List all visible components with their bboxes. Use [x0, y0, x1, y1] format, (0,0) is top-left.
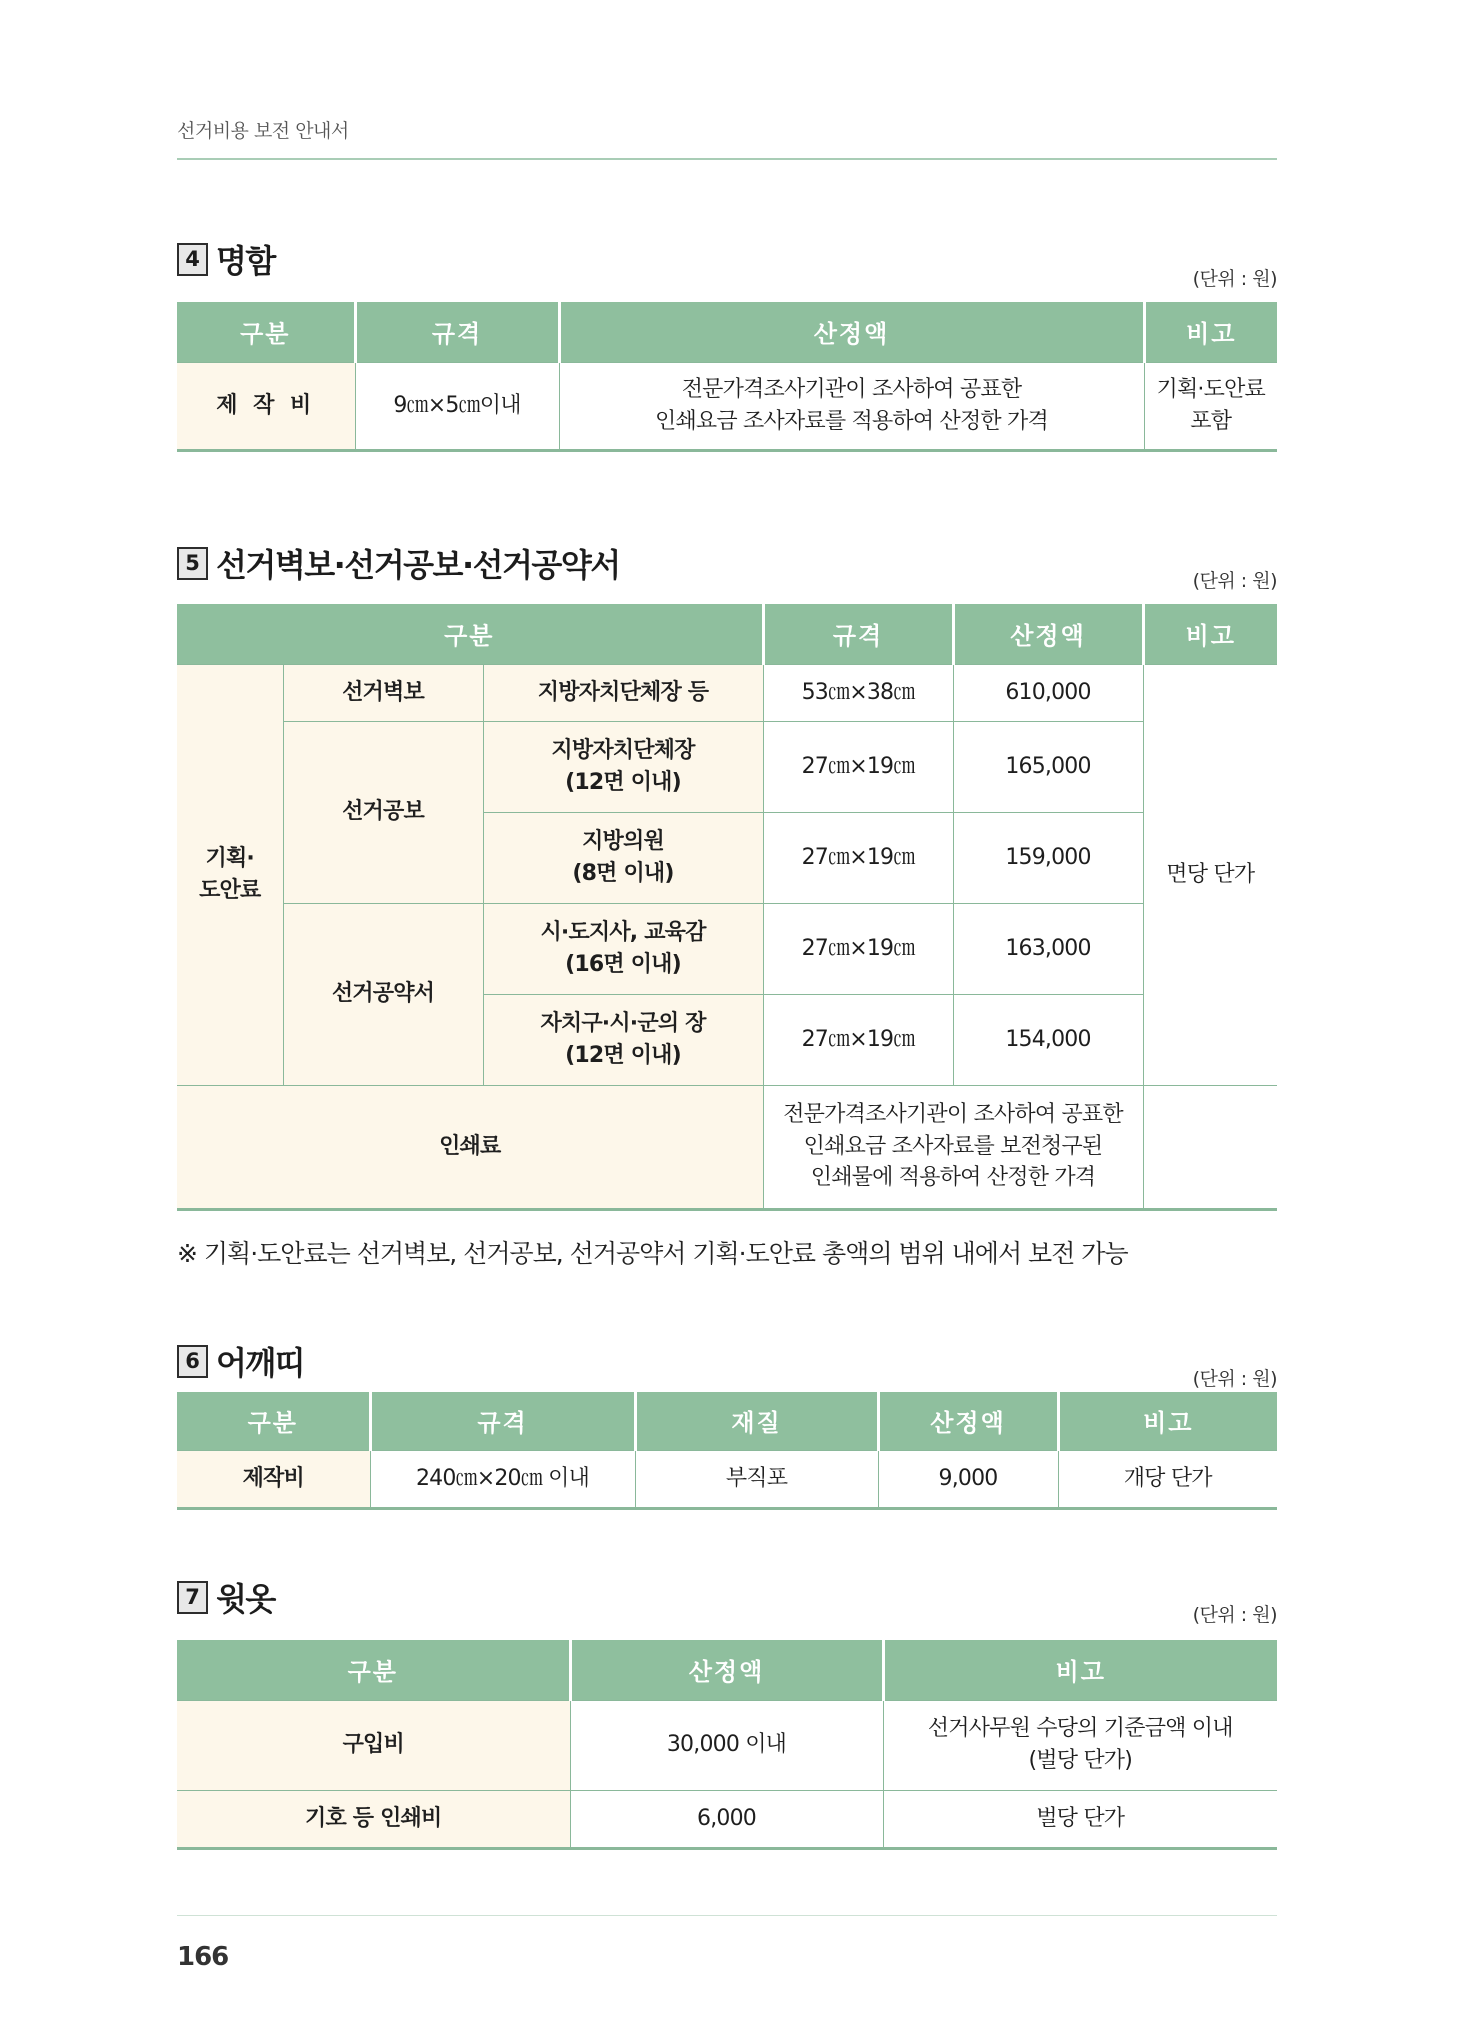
- row-remark: [883, 1700, 1277, 1790]
- section-title-text: 선거벽보·선거공보·선거공약서: [216, 546, 620, 584]
- section-number: 6: [177, 1345, 208, 1378]
- row-category: 구입비: [177, 1700, 570, 1790]
- col-header-category: 구분: [177, 1392, 370, 1450]
- row-spec: 240㎝×20㎝ 이내: [370, 1450, 635, 1508]
- section-title: [177, 1338, 1277, 1384]
- row-type: 선거공보: [283, 721, 483, 903]
- table-row: [177, 664, 1277, 721]
- row-amount: 165,000: [953, 721, 1143, 812]
- row-spec: 27㎝×19㎝: [763, 812, 953, 903]
- table-row: [177, 1700, 1277, 1790]
- amount-line: 전문가격조사기관이 조사하여 공표한: [783, 1101, 1123, 1127]
- row-spec: 53㎝×38㎝: [763, 664, 953, 721]
- row-type: 선거벽보: [283, 664, 483, 721]
- row-category: 기호 등 인쇄비: [177, 1790, 570, 1848]
- group-label-line: 도안료: [199, 877, 261, 903]
- table-row: [177, 903, 1277, 994]
- sash-table: [177, 1392, 1277, 1510]
- col-header-category: 구분: [177, 302, 355, 362]
- col-header-category: 구분: [177, 604, 763, 664]
- col-header-remark: 비고: [1144, 302, 1277, 362]
- section-title: [177, 540, 1277, 586]
- row-remark: [1144, 362, 1277, 450]
- section-sash: [177, 1338, 1277, 1491]
- col-header-material: 재질: [635, 1392, 878, 1450]
- col-header-amount: 산정액: [878, 1392, 1058, 1450]
- unit-label: (단위 : 원): [1192, 268, 1277, 290]
- row-type: 선거공약서: [283, 903, 483, 1085]
- printing-label: 인쇄료: [177, 1085, 763, 1209]
- row-category: 제 작 비: [177, 362, 355, 450]
- row-spec: 9㎝×5㎝이내: [355, 362, 559, 450]
- col-header-spec: 규격: [355, 302, 559, 362]
- unit-label: (단위 : 원): [1192, 1604, 1277, 1626]
- row-amount: 610,000: [953, 664, 1143, 721]
- col-header-category: 구분: [177, 1640, 570, 1700]
- row-remark: 개당 단가: [1058, 1450, 1277, 1508]
- col-header-amount: 산정액: [953, 604, 1143, 664]
- footnote: ※ 기획·도안료는 선거벽보, 선거공보, 선거공약서 기획·도안료 총액의 범위 내에서 보전 가능: [177, 1239, 1128, 1268]
- row-amount: 6,000: [570, 1790, 883, 1848]
- section-election-posters: [177, 540, 1277, 1268]
- row-amount: 154,000: [953, 994, 1143, 1085]
- running-header: 선거비용 보전 안내서: [177, 120, 349, 142]
- row-material: 부직포: [635, 1450, 878, 1508]
- col-header-spec: 규격: [370, 1392, 635, 1450]
- target-line: (16면 이내): [565, 951, 681, 977]
- target-line: (8면 이내): [572, 860, 674, 886]
- target-line: 지방자치단체장: [551, 737, 695, 763]
- section-title-text: 명함: [216, 242, 275, 280]
- amount-line: 인쇄물에 적용하여 산정한 가격: [810, 1165, 1096, 1191]
- section-business-card: [177, 236, 1277, 434]
- amount-line: 전문가격조사기관이 조사하여 공표한: [681, 376, 1022, 402]
- section-number: 5: [177, 547, 208, 580]
- row-target: [483, 812, 763, 903]
- row-target: [483, 994, 763, 1085]
- col-header-remark: 비고: [883, 1640, 1277, 1700]
- col-header-remark: 비고: [1143, 604, 1277, 664]
- page-number: 166: [177, 1942, 229, 1972]
- row-remark: 면당 단가: [1143, 664, 1277, 1085]
- section-title-text: 어깨띠: [216, 1344, 305, 1382]
- section-upper-garment: [177, 1574, 1277, 1831]
- remark-line: 선거사무원 수당의 기준금액 이내: [927, 1716, 1233, 1742]
- target-line: 지방의원: [582, 828, 664, 854]
- remark-line: 기획·도안료: [1156, 376, 1265, 402]
- table-row: [177, 362, 1277, 450]
- row-amount: 9,000: [878, 1450, 1058, 1508]
- section-number: 4: [177, 243, 208, 276]
- row-spec: 27㎝×19㎝: [763, 903, 953, 994]
- row-category: 제작비: [177, 1450, 370, 1508]
- unit-label: (단위 : 원): [1192, 1368, 1277, 1390]
- business-card-table: [177, 302, 1277, 452]
- target-line: (12면 이내): [565, 769, 681, 795]
- col-header-amount: 산정액: [570, 1640, 883, 1700]
- unit-label: (단위 : 원): [1192, 570, 1277, 592]
- table-row: [177, 1085, 1277, 1209]
- remark-line: 포함: [1190, 408, 1232, 434]
- election-posters-table: [177, 604, 1277, 1211]
- header-rule: [177, 158, 1277, 160]
- row-amount: [559, 362, 1144, 450]
- row-remark: 벌당 단가: [883, 1790, 1277, 1848]
- target-line: (12면 이내): [565, 1042, 681, 1068]
- footer-rule: [177, 1915, 1277, 1916]
- row-target: [483, 903, 763, 994]
- row-target: [483, 721, 763, 812]
- table-row: [177, 721, 1277, 812]
- section-title: [177, 236, 1277, 282]
- col-header-spec: 규격: [763, 604, 953, 664]
- remark-line: (벌당 단가): [1028, 1748, 1133, 1773]
- row-spec: 27㎝×19㎝: [763, 994, 953, 1085]
- row-amount: 163,000: [953, 903, 1143, 994]
- section-title-text: 윗옷: [216, 1580, 275, 1618]
- amount-line: 인쇄요금 조사자료를 보전청구된: [803, 1133, 1103, 1159]
- printing-amount: [763, 1085, 1143, 1209]
- col-header-amount: 산정액: [559, 302, 1144, 362]
- section-number: 7: [177, 1581, 208, 1614]
- table-row: [177, 1450, 1277, 1508]
- upper-garment-table: [177, 1640, 1277, 1850]
- group-label-line: 기획·: [205, 845, 254, 871]
- printing-remark: [1143, 1085, 1277, 1209]
- table-row: [177, 1790, 1277, 1848]
- row-spec: 27㎝×19㎝: [763, 721, 953, 812]
- row-amount: 30,000 이내: [570, 1700, 883, 1790]
- target-line: 자치구·시·군의 장: [540, 1010, 706, 1036]
- target-line: 시·도지사, 교육감: [540, 919, 706, 945]
- row-target: 지방자치단체장 등: [483, 664, 763, 721]
- group-label: [177, 664, 283, 1085]
- row-amount: 159,000: [953, 812, 1143, 903]
- col-header-remark: 비고: [1058, 1392, 1277, 1450]
- amount-line: 인쇄요금 조사자료를 적용하여 산정한 가격: [655, 408, 1048, 434]
- section-title: [177, 1574, 1277, 1620]
